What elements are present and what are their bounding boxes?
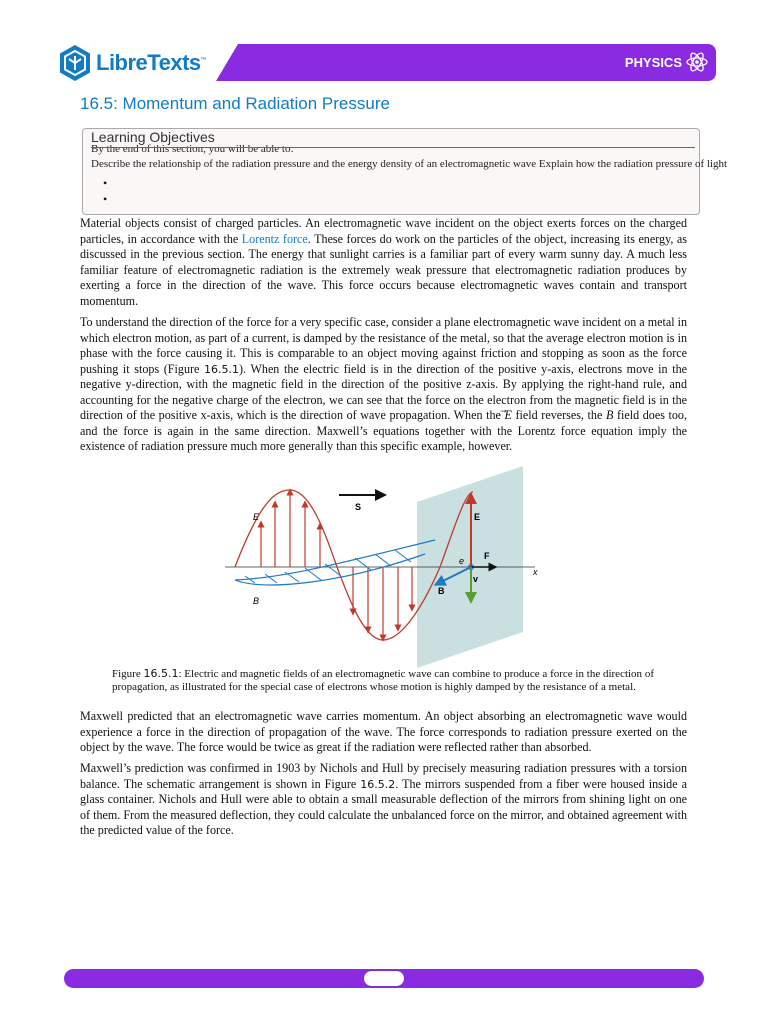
learning-objectives-box [82, 128, 728, 215]
x-axis-label: x [533, 567, 538, 577]
paragraph-3: Maxwell predicted that an electromagnetic wave carries momentum. An object absorbing an electromagnetic wave would experience a force in the direction of propagation of the wave. The force corresponds to radiation pressure exerted on the object by the wave. The force would be twice as great if the radiation were reflected rather than absorbed. [80, 709, 687, 754]
objectives-intro: By the end of this section, you will be able to: [91, 143, 294, 155]
em-wave-figure [225, 462, 545, 672]
s-label: S [355, 502, 362, 512]
header-bar [216, 44, 716, 81]
e-wave-label: E [253, 512, 260, 522]
paragraph-2: To understand the direction of the force for a very specific case, consider a plane electromagnetic wave incident on a metal in which electron motion, as part of a current, is damped by the resistance of the metal, so that the average electron motion is in phase with the force causing it. This is comparable to an object moving against friction and stopping as soon as the force pushing it stops (Figure 16.5.1). When the electric field is in the direction of the positive y-axis, electrons move in the negative y-direction, with the magnetic field in the direction of the positive z-axis. By applying the right-hand rule, and accounting for the negative charge of the electron, we can see that the force on the electron from the magnetic field is in the direction of the positive x-axis, which is the direction of wave propagation. When the E field reverses, the B field does too, and the force is again in the same direction. Maxwell’s equations together with the Lorentz force equation imply the existence of radiation pressure much more generally than this specific example, however. [80, 315, 687, 453]
page-number-pill [364, 971, 404, 986]
objectives-title: Learning Objectives [91, 129, 215, 145]
page-title: 16.5: Momentum and Radiation Pressure [80, 94, 390, 113]
footer-bar [64, 969, 704, 988]
subject-label[interactable]: PHYSICS [624, 55, 682, 70]
figure-caption: Figure 16.5.1: Electric and magnetic fields of an electromagnetic wave can combine to produce a force in the direction of propagation, as illustrated for the special case of electrons whose motion is highly damped by the resistance of a metal. [112, 667, 654, 693]
e-vector: E [504, 408, 512, 422]
b-wave-label: B [253, 596, 260, 606]
figure-ref[interactable]: 16.5.1 [204, 362, 240, 376]
b-vector: B [605, 408, 614, 422]
f-vector-label: F [484, 551, 490, 561]
figure-ref[interactable]: 16.5.2 [360, 777, 396, 791]
paragraph-4: Maxwell’s prediction was confirmed in 1903 by Nichols and Hull by precisely measuring radiation pressures with a torsion balance. The schematic arrangement is shown in Figure 16.5.2. The mirrors suspended from a fiber were housed inside a glass container. Nichols and Hull were able to obtain a small measurable deflection of the mirrors from shining light on one of them. From the measured deflection, they could calculate the unbalanced force on the mirror, and obtained agreement with the predicted value of the force. [80, 761, 688, 837]
objectives-text: Describe the relationship of the radiation pressure and the energy density of an electromagnetic wave Explain how the radiation pressure of light [91, 158, 728, 170]
objectives-divider [91, 147, 695, 148]
logo-text: LibreTexts™ [96, 50, 207, 75]
v-vector-label: v [473, 574, 479, 584]
objective-bullet: • [103, 176, 108, 190]
e-vector-label: E [474, 512, 481, 522]
libretexts-logo[interactable] [58, 44, 206, 82]
atom-icon [686, 51, 708, 73]
header-notch [216, 44, 238, 81]
electron-label: e [459, 556, 465, 566]
lorentz-force-link[interactable]: Lorentz force [241, 231, 308, 246]
paragraph-1: Material objects consist of charged particles. An electromagnetic wave incident on the object exerts forces on the charged particles, in accordance with the Lorentz force. These forces do work on the particles of the object, increasing its energy, as discussed in the previous section. The energy that sunlight carries is a familiar part of every warm sunny day. A much less familiar feature of electromagnetic radiation is the extremely weak pressure that electromagnetic radiation produces by exerting a force in the direction of the wave. This force occurs because electromagnetic waves contain and transport momentum. [80, 216, 687, 308]
b-vector-label: B [438, 586, 445, 596]
libretexts-logo-icon [58, 44, 92, 82]
objective-bullet: • [103, 192, 108, 206]
